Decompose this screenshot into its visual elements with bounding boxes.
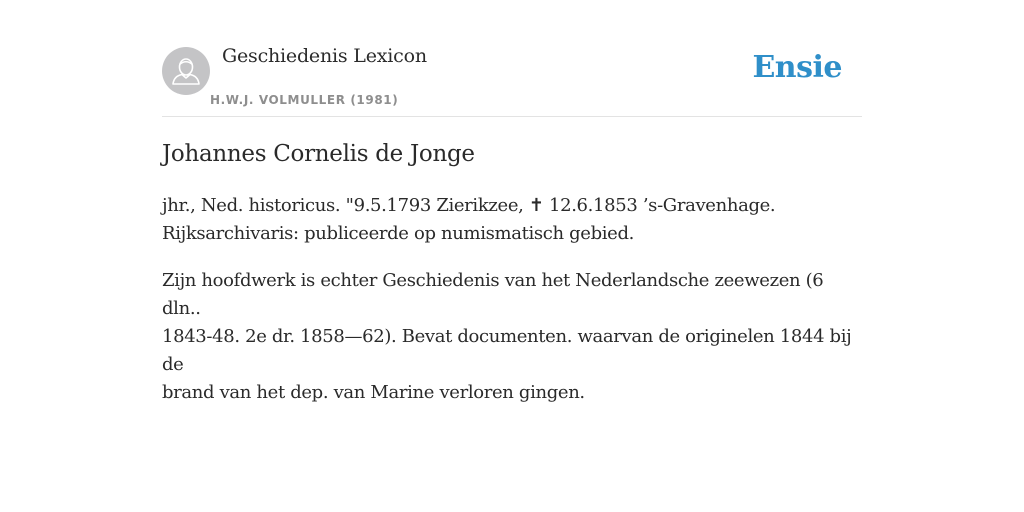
author-avatar[interactable] xyxy=(162,47,210,95)
source-author: H.W.J. VOLMULLER (1981) xyxy=(210,93,399,107)
ensie-logo[interactable]: Ensie xyxy=(752,50,842,85)
paragraph-2-line-2: 1843-48. 2e dr. 1858—62). Bevat documenten. waarvan de originelen 1844 bij de xyxy=(162,326,852,375)
paragraph-1 xyxy=(162,192,862,248)
paragraph-2 xyxy=(162,267,862,407)
user-avatar-icon xyxy=(162,47,210,95)
source-header xyxy=(162,0,862,117)
paragraph-1-line-1: jhr., Ned. historicus. "9.5.1793 Zierikzee, ✝ 12.6.1853 ’s-Gravenhage. xyxy=(162,195,776,216)
paragraph-1-line-2: Rijksarchivaris: publiceerde op numismatisch gebied. xyxy=(162,223,635,244)
article-title: Johannes Cornelis de Jonge xyxy=(162,141,475,167)
source-title[interactable]: Geschiedenis Lexicon xyxy=(222,45,427,67)
article-body xyxy=(162,192,862,426)
paragraph-2-line-3: brand van het dep. van Marine verloren gingen. xyxy=(162,382,585,403)
paragraph-2-line-1: Zijn hoofdwerk is echter Geschiedenis van het Nederlandsche zeewezen (6 dln.. xyxy=(162,270,824,319)
page-container xyxy=(162,0,862,403)
